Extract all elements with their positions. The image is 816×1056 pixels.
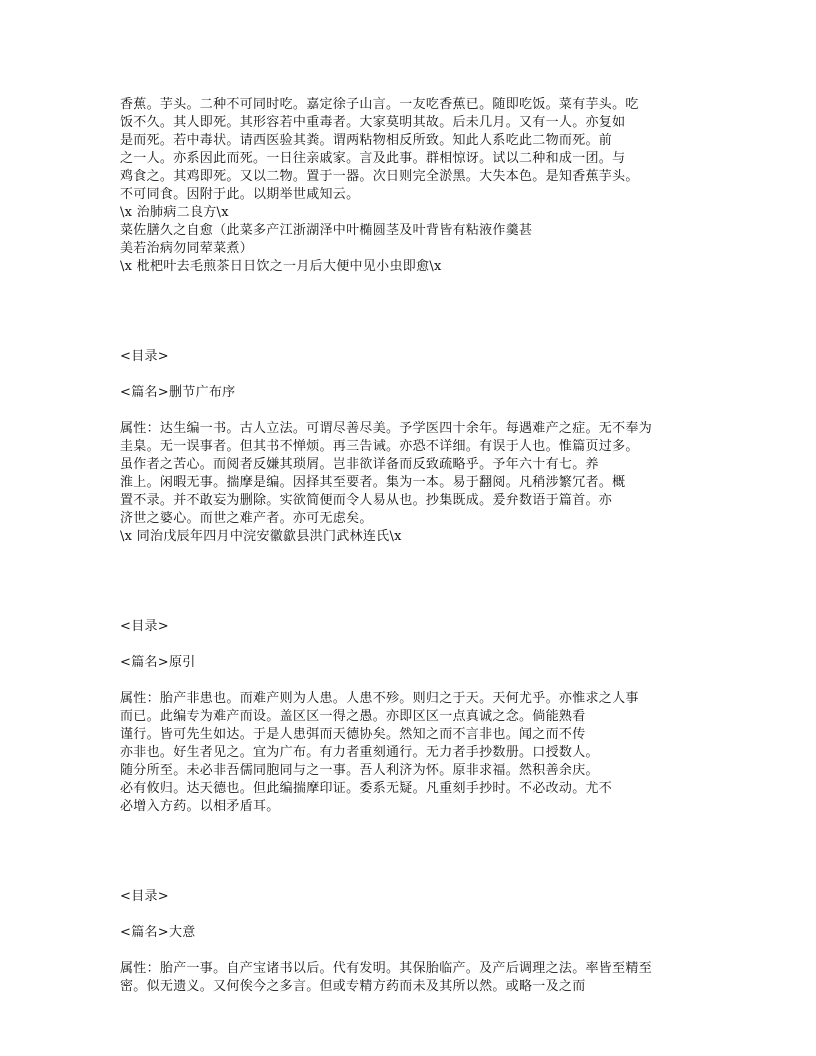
section-title: <篇名>删节广布序 <box>120 385 236 400</box>
text-line: 虽作者之苦心。而阅者反嫌其琐屑。岂非欲详备而反致疏略乎。予年六十有七。养 <box>120 457 599 472</box>
text-line: 必有攸归。达天德也。但此编揣摩印证。委系无疑。凡重刻手抄时。不必改动。尤不 <box>120 781 613 796</box>
text-line: 密。似无遗义。又何俟今之多言。但或专精方药而未及其所以然。或略一及之而 <box>120 979 586 994</box>
toc-marker: <目录> <box>120 889 169 904</box>
spacer <box>120 906 700 924</box>
text-line: 济世之婆心。而世之难产者。亦可无虑矣。 <box>120 511 373 526</box>
spacer <box>120 870 700 888</box>
section-general-idea <box>120 888 700 996</box>
spacer <box>120 816 700 870</box>
spacer <box>120 276 700 330</box>
text-line: 属性：达生编一书。古人立法。可谓尽善尽美。予学医四十余年。每遇难产之症。无不奉为 <box>120 421 653 436</box>
document-page <box>120 96 700 996</box>
text-line: 美若治病勿同荤菜煮） <box>120 241 254 256</box>
text-line: 属性：胎产非患也。而难产则为人患。人患不殄。则归之于天。天何尤乎。亦惟求之人事 <box>120 691 639 706</box>
text-line: 鸡食之。其鸡即死。又以二物。置于一器。次日则完全淤黑。大失本色。是知香蕉芋头。 <box>120 169 639 184</box>
section-banana-taro <box>120 96 700 276</box>
section-introduction <box>120 618 700 816</box>
spacer <box>120 636 700 654</box>
text-line: 淮上。闲暇无事。揣摩是编。因择其至要者。集为一本。易于翻阅。凡稍涉繁冗者。概 <box>120 475 626 490</box>
text-line: 之一人。亦系因此而死。一日往亲戚家。言及此事。群相惊讶。试以二种和成一团。与 <box>120 151 626 166</box>
text-line: 亦非也。好生者见之。宜为广布。有力者重刻通行。无力者手抄数册。口授数人。 <box>120 745 599 760</box>
text-line: 菜佐膳久之自愈（此菜多产江浙湖泽中叶椭圆茎及叶背皆有粘液作羹甚 <box>120 223 533 238</box>
text-line: 不可同食。因附于此。以期举世咸知云。 <box>120 187 360 202</box>
text-line: 香蕉。芋头。二种不可同时吃。嘉定徐子山言。一友吃香蕉已。随即吃饭。菜有芋头。吃 <box>120 97 639 112</box>
spacer <box>120 672 700 690</box>
text-line: 是而死。若中毒状。请西医验其粪。谓两粘物相反所致。知此人系吃此二物而死。前 <box>120 133 613 148</box>
spacer <box>120 366 700 384</box>
spacer <box>120 942 700 960</box>
section-preface <box>120 348 700 546</box>
text-line: \x 同治戊辰年四月中浣安徽歙县洪门武林连氏\x <box>120 529 402 544</box>
text-line: 饭不久。其人即死。其形容若中重毒者。大家莫明其故。后未几月。又有一人。亦复如 <box>120 115 626 130</box>
text-line: 谨行。皆可先生如达。于是人患弭而天德协矣。然知之而不言非也。闻之而不传 <box>120 727 586 742</box>
toc-marker: <目录> <box>120 349 169 364</box>
text-line: \x 枇杷叶去毛煎茶日日饮之一月后大便中见小虫即愈\x <box>120 259 442 274</box>
text-line: 随分所至。未必非吾儒同胞同与之一事。吾人利济为怀。原非求福。然积善余庆。 <box>120 763 599 778</box>
text-line: 必增入方药。以相矛盾耳。 <box>120 799 280 814</box>
spacer <box>120 330 700 348</box>
text-line: 圭臬。无一误事者。但其书不惮烦。再三告诫。亦恐不详细。有误于人也。惟篇页过多。 <box>120 439 639 454</box>
text-line: 置不录。并不敢妄为删除。实欲简便而令人易从也。抄集既成。爰弁数语于篇首。亦 <box>120 493 613 508</box>
toc-marker: <目录> <box>120 619 169 634</box>
spacer <box>120 600 700 618</box>
section-title: <篇名>大意 <box>120 925 196 940</box>
text-line: \x 治肺病二良方\x <box>120 205 229 220</box>
text-line: 而已。此编专为难产而设。盖区区一得之愚。亦即区区一点真诚之念。倘能熟看 <box>120 709 586 724</box>
section-title: <篇名>原引 <box>120 655 196 670</box>
spacer <box>120 546 700 600</box>
text-line: 属性：胎产一事。自产宝诸书以后。代有发明。其保胎临产。及产后调理之法。率皆至精至 <box>120 961 653 976</box>
spacer <box>120 402 700 420</box>
